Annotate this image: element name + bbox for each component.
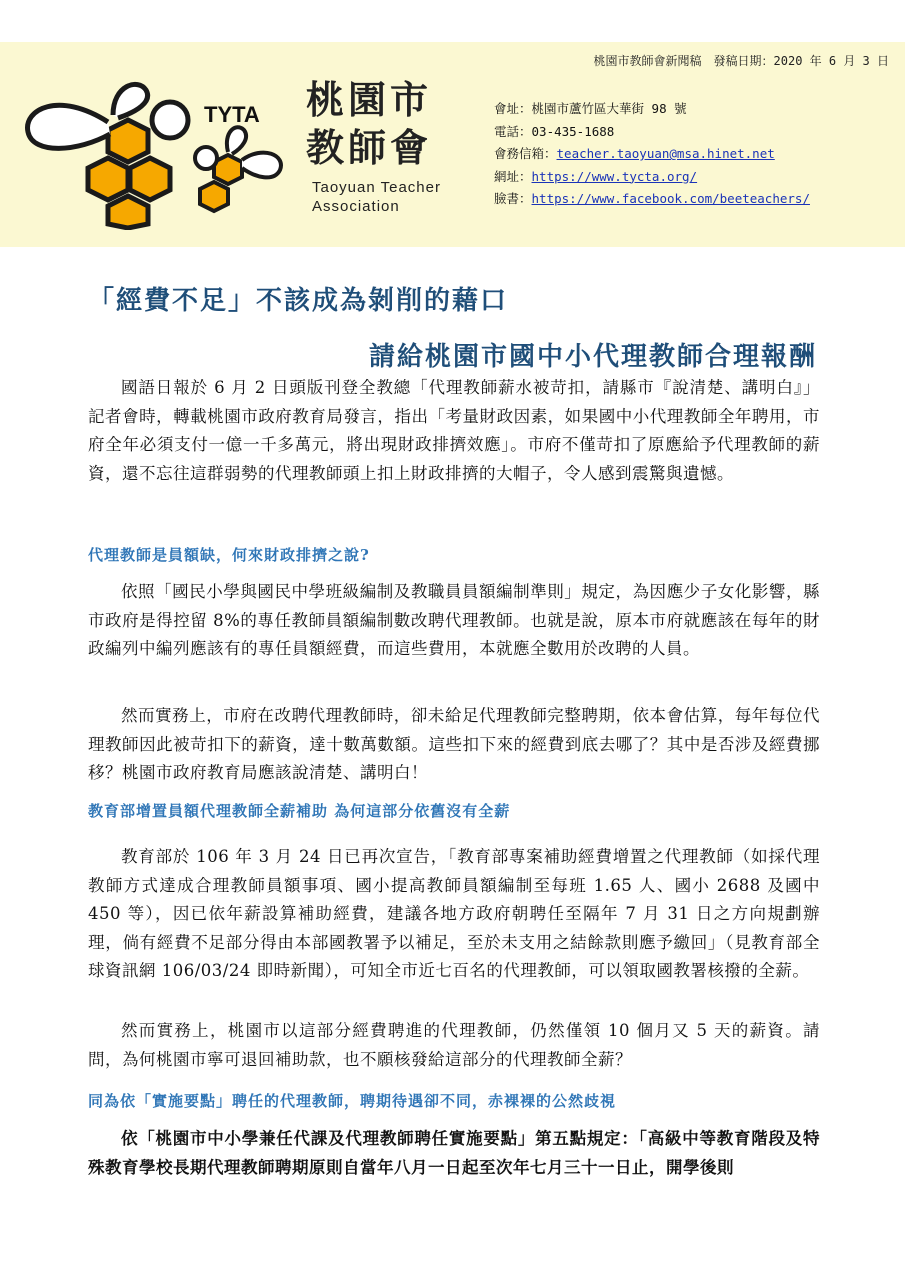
org-name-line2: 教師會 xyxy=(306,126,433,170)
address-line: 會址：桃園市蘆竹區大華街 98 號 xyxy=(494,101,687,116)
title-line-1: 「經費不足」不該成為剝削的藉口 xyxy=(88,286,509,316)
bee-logo xyxy=(18,60,293,230)
paragraph-1: 國語日報於 6 月 2 日頭版刊登全教總「代理教師薪水被苛扣，請縣市『說清楚、講明白』」記者會時，轉載桃園市政府教育局發言，指出「考量財政因素，如果國中小代理教師全年聘用，市府全年必須支付一億一千多萬元，將出現財政排擠效應」。市府不僅苛扣了原應給予代理教師的薪資，還不忘往這群弱勢的代理教師頭上扣上財政排擠的大帽子，令人感到震驚與遺憾。 xyxy=(88,378,820,483)
website-line: 網址：https://www.tycta.org/ xyxy=(494,168,698,184)
paragraph-5: 然而實務上，桃園市以這部分經費聘進的代理教師，仍然僅領 10 個月又 5 天的薪資。請問，為何桃園市寧可退回補助款，也不願核發給這部分的代理教師全薪？ xyxy=(88,1021,820,1069)
paragraph-3: 然而實務上，市府在改聘代理教師時，卻未給足代理教師完整聘期，依本會估算，每年每位代理教師因此被苛扣下的薪資，達十數萬數額。這些扣下來的經費到底去哪了？其中是否涉及經費挪移？桃園市政府教育局應該說清楚、講明白！ xyxy=(88,706,820,782)
org-name-line1: 桃園市 xyxy=(306,78,433,122)
facebook-link[interactable]: https://www.facebook.com/beeteachers/ xyxy=(531,191,810,206)
website-link[interactable]: https://www.tycta.org/ xyxy=(531,168,698,184)
paragraph-6: 依「桃園市中小學兼任代課及代理教師聘任實施要點」第五點規定：「高級中等教育階段及特殊教育學校長期代理教師聘期原則自當年八月一日起至次年七月三十一日止，開學後則 xyxy=(88,1129,820,1177)
subheading-1: 代理教師是員額缺，何來財政排擠之說? xyxy=(88,546,370,564)
logo-text: TYTA xyxy=(204,102,260,127)
paragraph-2: 依照「國民小學與國民中學班級編制及教職員員額編制準則」規定，為因應少子女化影響，縣市政府是得控留 8%的專任教師員額編制數改聘代理教師。也就是說，原本市府就應該在每年的財政編列中編列應該有的專任員額經費，而這些費用，本就應全數用於改聘的人員。 xyxy=(88,582,820,658)
subheading-3: 同為依「實施要點」聘任的代理教師，聘期待遇卻不同，赤裸裸的公然歧視 xyxy=(88,1092,617,1110)
email-link[interactable]: teacher.taoyuan@msa.hinet.net xyxy=(556,146,775,161)
org-name-en-line2: Association xyxy=(312,198,400,215)
org-name xyxy=(306,76,432,172)
title-line-2: 請給桃園市國中小代理教師合理報酬 xyxy=(368,342,817,372)
subheading-2: 教育部增置員額代理教師全薪補助 為何這部分依舊沒有全薪 xyxy=(88,802,511,820)
contact-info xyxy=(494,98,810,211)
org-name-en-line1: Taoyuan Teacher xyxy=(312,179,441,196)
paragraph-4: 教育部於 106 年 3 月 24 日已再次宣告，「教育部專案補助經費增置之代理教師（如採代理教師方式達成合理教師員額事項、國小提高教師員額編制至每班 1.65 人、國小 2688 及國中 450 等），因已依年薪設算補助經費，建議各地方政府朝聘任至隔年 7 月 31 日之方向規劃辦理，倘有經費不足部分得由本部國教署予以補足，至於未支用之結餘款則應予繳回」（見教育部全球資訊網 106/03/24 即時新聞），可知全市近七百名的代理教師，可以領取國教署核撥的全薪。 xyxy=(88,847,820,980)
facebook-line: 臉書：https://www.facebook.com/beeteachers/ xyxy=(494,191,810,206)
phone-line: 電話：03-435-1688 xyxy=(494,123,615,139)
letterhead xyxy=(0,42,905,247)
email-line: 會務信箱：teacher.taoyuan@msa.hinet.net xyxy=(494,146,775,161)
release-date: 桃園市教師會新聞稿 發稿日期：2020 年 6 月 3 日 xyxy=(593,54,889,68)
org-name-en xyxy=(312,178,482,216)
